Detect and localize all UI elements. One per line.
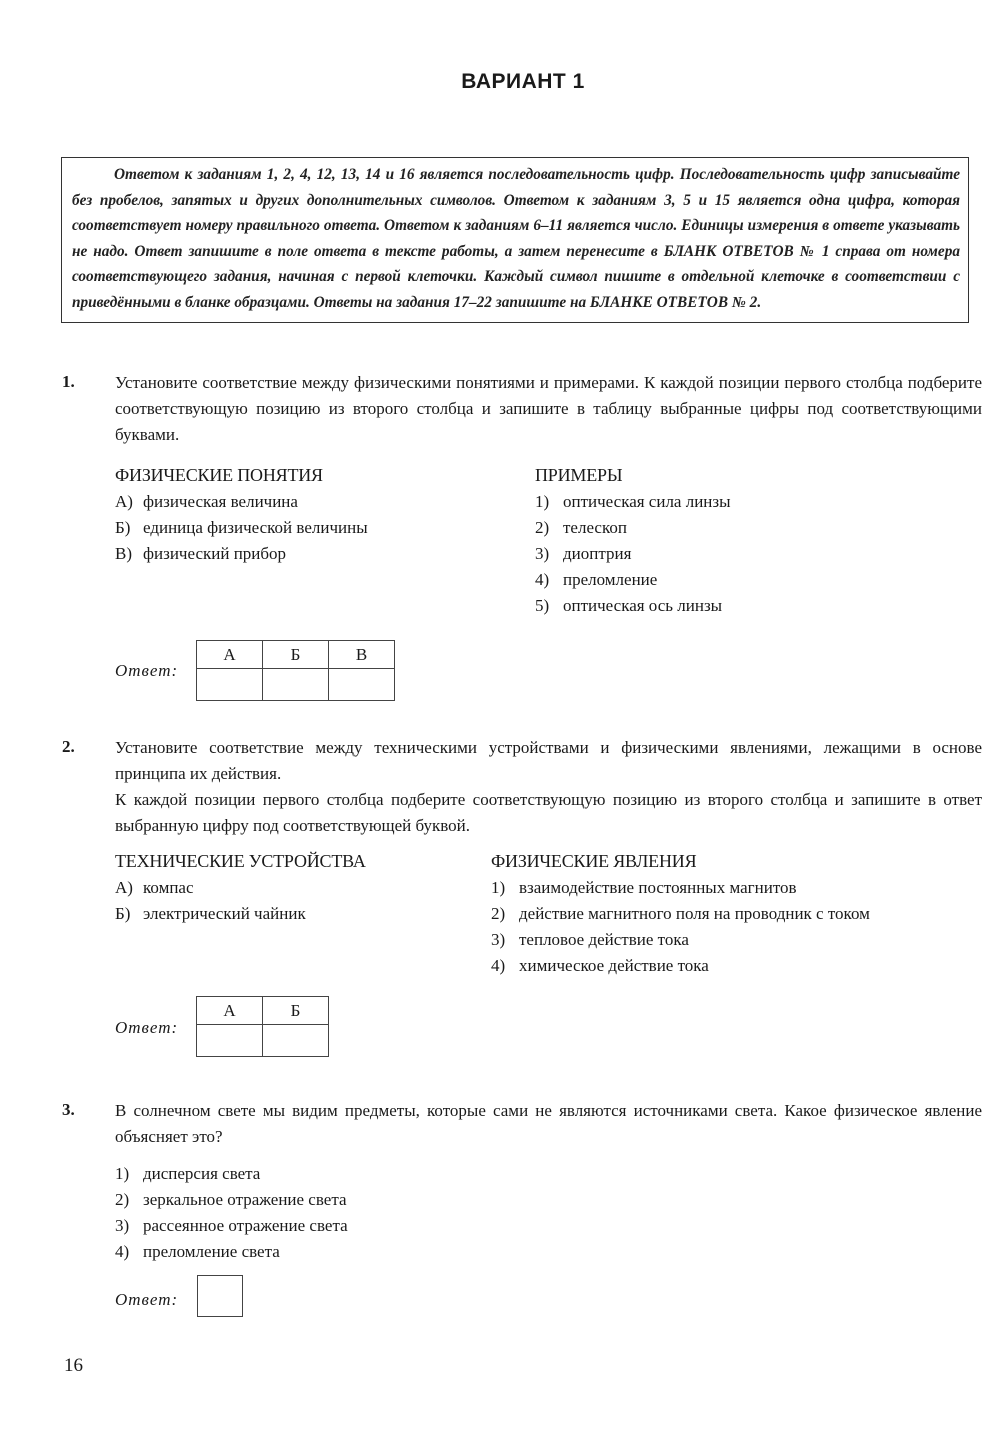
question-1-right-header: ПРИМЕРЫ	[535, 465, 623, 485]
question-2-right-item: 4) химическое действие тока	[491, 956, 709, 975]
answer-column-header: А	[197, 997, 263, 1025]
question-1-left-item: Б) единица физической величины	[115, 518, 368, 537]
question-1-right-item: 4) преломление	[535, 570, 658, 589]
question-1-left-header: ФИЗИЧЕСКИЕ ПОНЯТИЯ	[115, 465, 323, 485]
question-2-right-item: 2) действие магнитного поля на проводник с током	[491, 904, 870, 923]
question-2-left-item: А) компас	[115, 878, 194, 897]
question-1-right-item: 3) диоптрия	[535, 544, 632, 563]
question-2-left-item: Б) электрический чайник	[115, 904, 306, 923]
answer-column-header: А	[197, 641, 263, 669]
question-1-right-item: 2) телескоп	[535, 518, 627, 537]
answer-column-header: Б	[263, 641, 329, 669]
question-1-answer-table	[196, 640, 395, 701]
question-1-right-item: 1) оптическая сила линзы	[535, 492, 731, 511]
answer-cell[interactable]	[197, 669, 263, 701]
instructions-box: Ответом к заданиям 1, 2, 4, 12, 13, 14 и 16 является последовательность цифр. Последовательность цифр записывайте без пробелов, запятых и других дополнительных символов. Ответом к заданиям 3, 5 и 15 является одна цифра, которая соответствует номеру правильного ответа. Ответом к заданиям 6–11 является число. Единицы измерения в ответе указывать не надо. Ответ запишите в поле ответа в тексте работы, а затем перенесите в БЛАНК ОТВЕТОВ № 1 справа от номера соответствующего задания, начиная с первой клеточки. Каждый символ пишите в отдельной клеточке в соответствии с приведёнными в бланке образцами. Ответы на задания 17–22 запишите на БЛАНКЕ ОТВЕТОВ № 2.	[61, 157, 969, 323]
question-2-text-2: К каждой позиции первого столбца подберите соответствующую позицию из второго столбца и запишите в ответ выбранную цифру под соответствующей буквой.	[115, 790, 982, 835]
question-3-option: 1) дисперсия света	[115, 1164, 261, 1183]
question-1-left-item: В) физический прибор	[115, 544, 287, 563]
question-1-number: 1.	[62, 372, 75, 391]
question-3-option: 4) преломление света	[115, 1242, 280, 1261]
answer-cell[interactable]	[263, 669, 329, 701]
question-3-option: 2) зеркальное отражение света	[115, 1190, 347, 1209]
answer-column-header: В	[329, 641, 395, 669]
answer-cell[interactable]	[329, 669, 395, 701]
variant-title: ВАРИАНТ 1	[461, 70, 585, 93]
answer-column-header: Б	[263, 997, 329, 1025]
question-3-number: 3.	[62, 1100, 75, 1119]
question-2-right-item: 1) взаимодействие постоянных магнитов	[491, 878, 797, 897]
question-1-answer-label: Ответ:	[115, 661, 179, 680]
question-2-left-header: ТЕХНИЧЕСКИЕ УСТРОЙСТВА	[115, 851, 366, 871]
question-2-number: 2.	[62, 737, 75, 756]
question-2-text: Установите соответствие между техническими устройствами и физическими явлениями, лежащими в основе принципа их действия.	[115, 738, 982, 783]
question-3-text: В солнечном свете мы видим предметы, которые сами не являются источниками света. Какое физическое явление объясняет это?	[115, 1101, 982, 1146]
question-2-answer-table	[196, 996, 329, 1057]
page-number: 16	[64, 1355, 83, 1376]
question-3-answer-box[interactable]	[197, 1275, 243, 1317]
answer-cell[interactable]	[263, 1025, 329, 1057]
question-2-answer-label: Ответ:	[115, 1018, 179, 1037]
question-2-right-header: ФИЗИЧЕСКИЕ ЯВЛЕНИЯ	[491, 851, 697, 871]
question-1-left-item: А) физическая величина	[115, 492, 298, 511]
question-1-text: Установите соответствие между физическими понятиями и примерами. К каждой позиции первого столбца подберите соответствующую позицию из второго столбца и запишите в таблицу выбранные цифры под соответствующими буквами.	[115, 373, 982, 444]
question-3-option: 3) рассеянное отражение света	[115, 1216, 348, 1235]
question-1-right-item: 5) оптическая ось линзы	[535, 596, 723, 615]
answer-cell[interactable]	[197, 1025, 263, 1057]
question-2-right-item: 3) тепловое действие тока	[491, 930, 689, 949]
question-3-answer-label: Ответ:	[115, 1290, 179, 1309]
